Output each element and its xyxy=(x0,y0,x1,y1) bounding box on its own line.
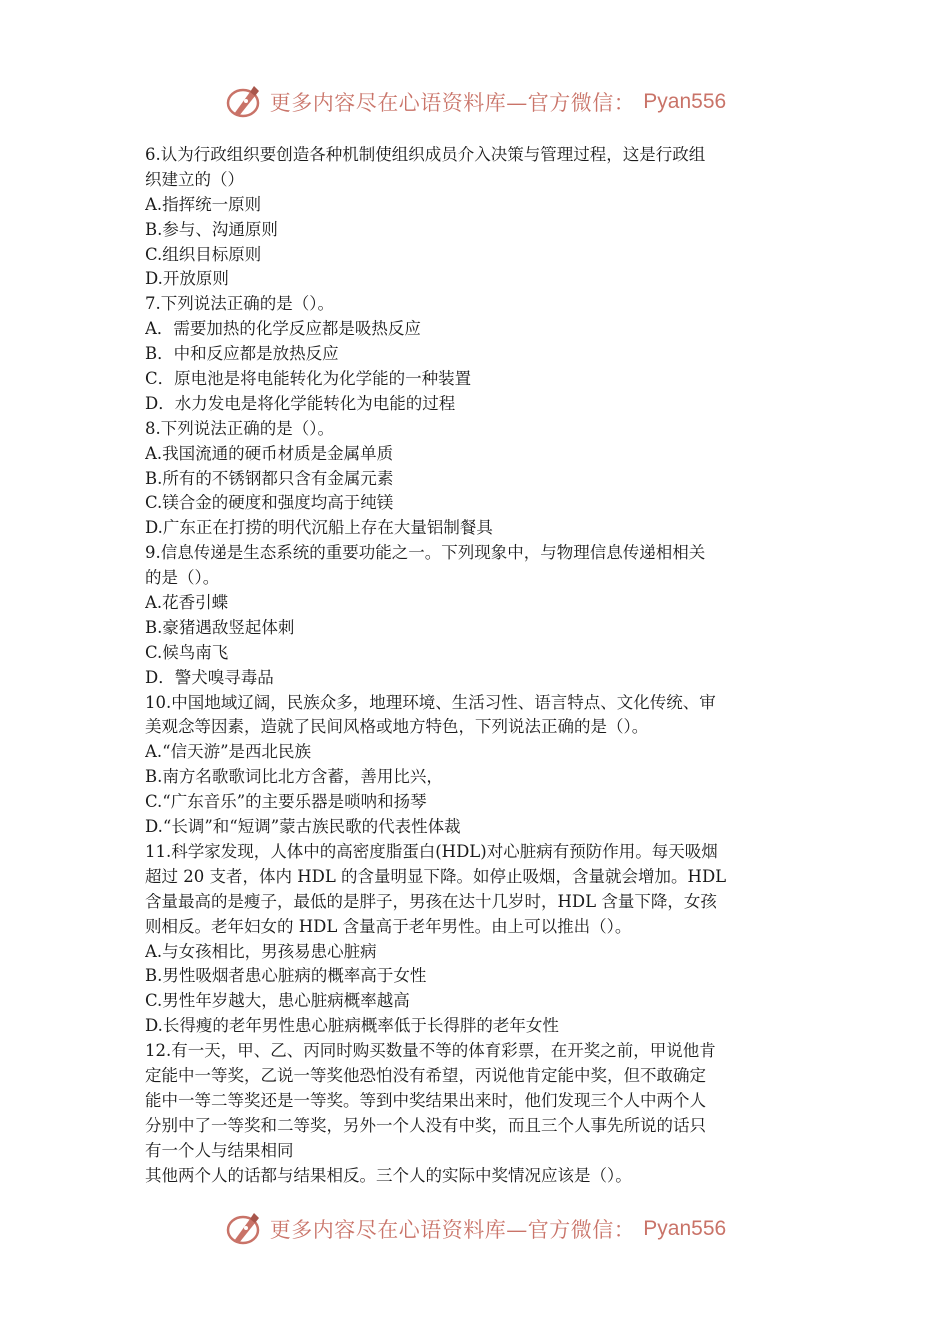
text-line: 有一个人与结果相同 xyxy=(145,1140,294,1160)
document-body xyxy=(145,143,810,1188)
text-line: 7.下列说法正确的是（）。 xyxy=(145,294,334,314)
text-line: B.参与、沟通原则 xyxy=(145,219,278,239)
banner-text: 更多内容尽在心语资料库—官方微信： xyxy=(269,91,636,115)
text-line: 12.有一天，甲、乙、丙同时购买数量不等的体育彩票，在开奖之前，甲说他肯 xyxy=(145,1041,716,1061)
text-line: 定能中一等奖，乙说一等奖他恐怕没有希望，丙说他肯定能中奖，但不敢确定 xyxy=(145,1065,706,1085)
pen-nib-logo-icon xyxy=(224,82,264,122)
text-line: C.男性年岁越大，患心脏病概率越高 xyxy=(145,991,410,1011)
text-line: D．水力发电是将化学能转化为电能的过程 xyxy=(145,393,456,413)
text-line: A.花香引蝶 xyxy=(145,593,229,613)
text-line: B．中和反应都是放热反应 xyxy=(145,344,339,364)
text-line: A.“信天游”是西北民族 xyxy=(145,742,312,762)
text-line: D.“长调”和“短调”蒙古族民歌的代表性体裁 xyxy=(145,817,461,837)
text-line: C.镁合金的硬度和强度均高于纯镁 xyxy=(145,493,394,513)
text-line: 9.信息传递是生态系统的重要功能之一。下列现象中，与物理信息传递相相关 xyxy=(145,543,706,563)
text-line: 织建立的（） xyxy=(145,169,244,189)
text-line: 6.认为行政组织要创造各种机制使组织成员介入决策与管理过程，这是行政组 xyxy=(145,145,706,164)
text-line: 8.下列说法正确的是（）。 xyxy=(145,418,334,438)
text-line: A.我国流通的硬币材质是金属单质 xyxy=(145,443,394,463)
text-line: D.广东正在打捞的明代沉船上存在大量铝制餐具 xyxy=(145,518,493,538)
text-line: 美观念等因素，造就了民间风格或地方特色，下列说法正确的是（）。 xyxy=(145,717,649,737)
text-line: 能中一等二等奖还是一等奖。等到中奖结果出来时，他们发现三个人中两个人 xyxy=(145,1090,706,1110)
text-line: 则相反。老年妇女的 HDL 含量高于老年男性。由上可以推出（）。 xyxy=(145,916,632,936)
text-line: B.豪猪遇敌竖起体刺 xyxy=(145,617,295,637)
header-banner xyxy=(0,78,950,126)
text-line: C.组织目标原则 xyxy=(145,244,262,264)
text-line: 含量最高的是瘦子，最低的是胖子，男孩在达十几岁时，HDL 含量下降，女孩 xyxy=(145,891,717,911)
text-line: D．警犬嗅寻毒品 xyxy=(145,667,274,687)
text-line: A.与女孩相比，男孩易患心脏病 xyxy=(145,941,377,961)
text-line: 分别中了一等奖和二等奖，另外一个人没有中奖，而且三个人事先所说的话只 xyxy=(145,1115,706,1135)
text-line: 11.科学家发现，人体中的高密度脂蛋白(HDL)对心脏病有预防作用。每天吸烟 xyxy=(145,841,718,861)
text-line: 其他两个人的话都与结果相反。三个人的实际中奖情况应该是（）。 xyxy=(145,1165,632,1185)
text-line: C．原电池是将电能转化为化学能的一种装置 xyxy=(145,369,472,389)
text-line: A．需要加热的化学反应都是吸热反应 xyxy=(145,319,421,339)
text-line: B.男性吸烟者患心脏病的概率高于女性 xyxy=(145,966,427,986)
pen-nib-logo-icon xyxy=(224,1209,264,1249)
text-line: B.所有的不锈钢都只含有金属元素 xyxy=(145,468,394,488)
text-line: C.“广东音乐”的主要乐器是唢呐和扬琴 xyxy=(145,792,427,812)
text-line: 10.中国地域辽阔，民族众多，地理环境、生活习性、语言特点、文化传统、审 xyxy=(145,692,716,712)
banner-text: 更多内容尽在心语资料库—官方微信： xyxy=(269,1218,636,1242)
banner-wechat-id: Pyan556 xyxy=(643,1217,727,1240)
text-line: B.南方名歌歌词比北方含蓄，善用比兴， xyxy=(145,767,443,787)
footer-banner xyxy=(0,1205,950,1253)
text-line: 超过 20 支者，体内 HDL 的含量明显下降。如停止吸烟，含量就会增加。HDL xyxy=(145,866,727,886)
text-line: D.开放原则 xyxy=(145,269,229,289)
text-line: D.长得瘦的老年男性患心脏病概率低于长得胖的老年女性 xyxy=(145,1016,559,1036)
text-line: C.候鸟南飞 xyxy=(145,642,229,662)
text-line: A.指挥统一原则 xyxy=(145,194,262,214)
text-line: 的是（）。 xyxy=(145,568,220,588)
banner-wechat-id: Pyan556 xyxy=(643,90,727,113)
